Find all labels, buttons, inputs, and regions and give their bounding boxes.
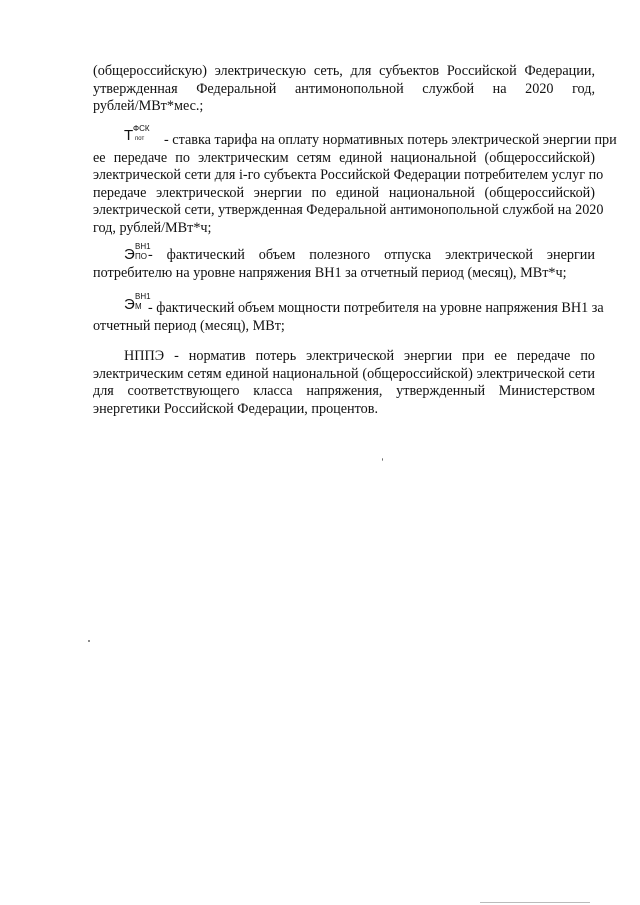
capacity-symbol-sup: ВН1 [135,292,151,301]
text-line: рублей/МВт*мес.; [93,98,204,115]
text-line: (общероссийскую) электрическую сеть, для субъектов Российской Федерации, [93,63,595,79]
paragraph-rate-context [93,63,595,116]
tariff-symbol-sup: ФСК [133,124,150,133]
capacity-symbol-sub: М [135,302,142,311]
text-line: передаче электрической энергии по единой национальной (общероссийской) [93,184,595,201]
text-line: для соответствующего класса напряжения, утвержденный Министерством [93,383,595,400]
text-line: - фактический объем мощности потребителя на уровне напряжения ВН1 за [148,300,604,316]
paragraph-loss-norm [93,348,595,418]
useful-supply-symbol-base: Э [124,246,135,263]
text-line: электрической сети для i-го субъекта Российской Федерации потребителем услуг по [93,167,604,184]
tariff-symbol-base: T [124,127,134,144]
text-line: - ставка тарифа на оплату нормативных потерь электрической энергии при [164,132,617,148]
useful-supply-symbol-sub: ПО [135,252,147,261]
text-line: потребителю на уровне напряжения ВН1 за отчетный период (месяц), МВт*ч; [93,264,567,281]
paragraph-useful-supply [93,247,595,282]
text-line: энергетики Российской Федерации, процентов. [93,400,379,417]
tariff-symbol-sub: пот [135,136,145,142]
scan-speck [88,640,90,642]
useful-supply-symbol-sup: ВН1 [135,242,151,251]
scan-edge-mark [480,902,590,903]
text-line: электрическим сетям единой национальной (общероссийской) электрической сети [93,365,595,382]
text-line: электрической сети, утвержденная Федеральной антимонопольной службой на 2020 [93,202,604,219]
capacity-symbol-base: Э [124,296,135,313]
text-line: год, рублей/МВт*ч; [93,219,212,236]
text-line: отчетный период (месяц), МВт; [93,317,285,334]
scan-speck [382,458,383,461]
text-line: ее передаче по электрическим сетям единой национальной (общероссийской) [93,149,595,166]
text-line: НППЭ - норматив потерь электрической энергии при ее передаче по [124,348,595,364]
text-line: утвержденная Федеральной антимонопольной службой на 2020 год, [93,80,595,97]
paragraph-loss-tariff [93,132,617,238]
text-line: - фактический объем полезного отпуска электрической энергии [148,247,595,263]
paragraph-capacity [93,300,604,335]
